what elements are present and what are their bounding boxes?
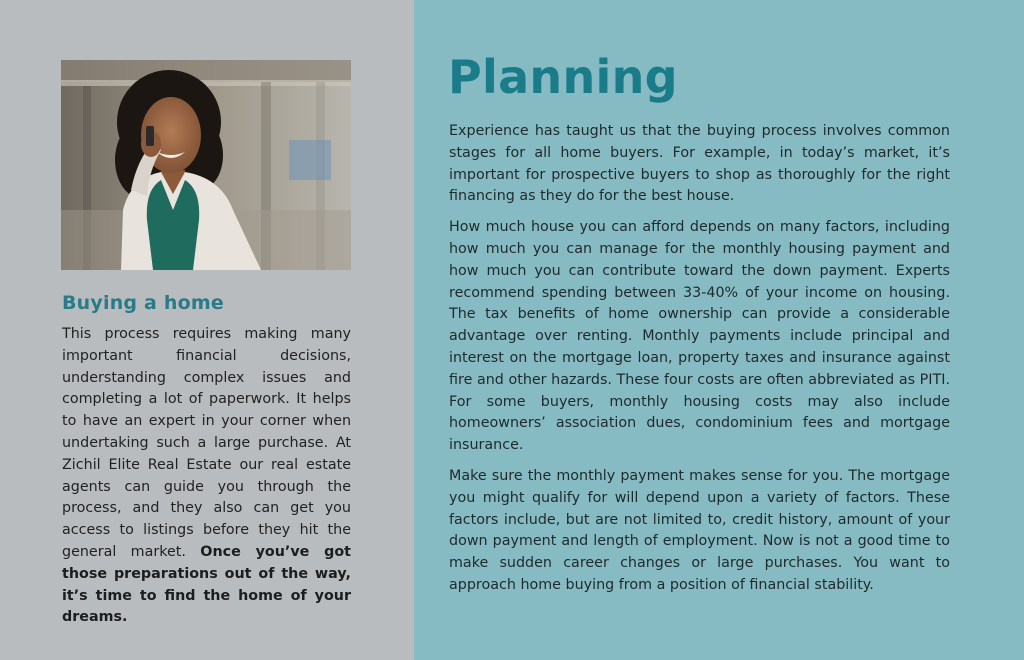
woman-on-phone-photo: [61, 60, 351, 270]
sidebar-body-text: This process requires making many important financial decisions, understanding complex issues and completing a lot of paperwork. It helps to have an expert in your corner when undertaking such a large purchase. At Zichil Elite Real Estate our real estate agents can guide you through the process, and they also can get you access to listings before they hit the general market.: [62, 326, 351, 560]
paragraph-3: Make sure the monthly payment makes sense for you. The mortgage you might qualify for will depend upon a variety of factors. These factors include, but are not limited to, credit history, amount of your down payment and length of employment. Now is not a good time to make sudden career changes or large purchases. You want to approach home buying from a position of financial stability.: [449, 467, 950, 593]
sidebar-body: [62, 324, 351, 629]
sidebar-heading: Buying a home: [62, 292, 224, 314]
paragraph-2: How much house you can afford depends on many factors, including how much you can manage for the monthly housing payment and how much you can contribute toward the down payment. Experts recommend spending between 33-40% of your income on housing. The tax benefits of home ownership can provide a considerable advantage over renting. Monthly payments include principal and interest on the mortgage loan, property taxes and insurance against fire and other hazards. These four costs are often abbreviated as PITI. For some buyers, monthly housing costs may also include homeowners’ association dues, condominium fees and mortgage insurance.: [449, 219, 950, 454]
page-title: Planning: [448, 50, 678, 104]
sidebar-body-bold-text: Once you’ve got those preparations out of the way, it’s time to find the home of your dreams.: [62, 543, 351, 626]
paragraph-1: Experience has taught us that the buying process involves common stages for all home buyers. For example, in today’s market, it’s important for prospective buyers to shop as thoroughly for the right financing as they do for the best house.: [449, 123, 950, 205]
main-body: [449, 121, 950, 606]
